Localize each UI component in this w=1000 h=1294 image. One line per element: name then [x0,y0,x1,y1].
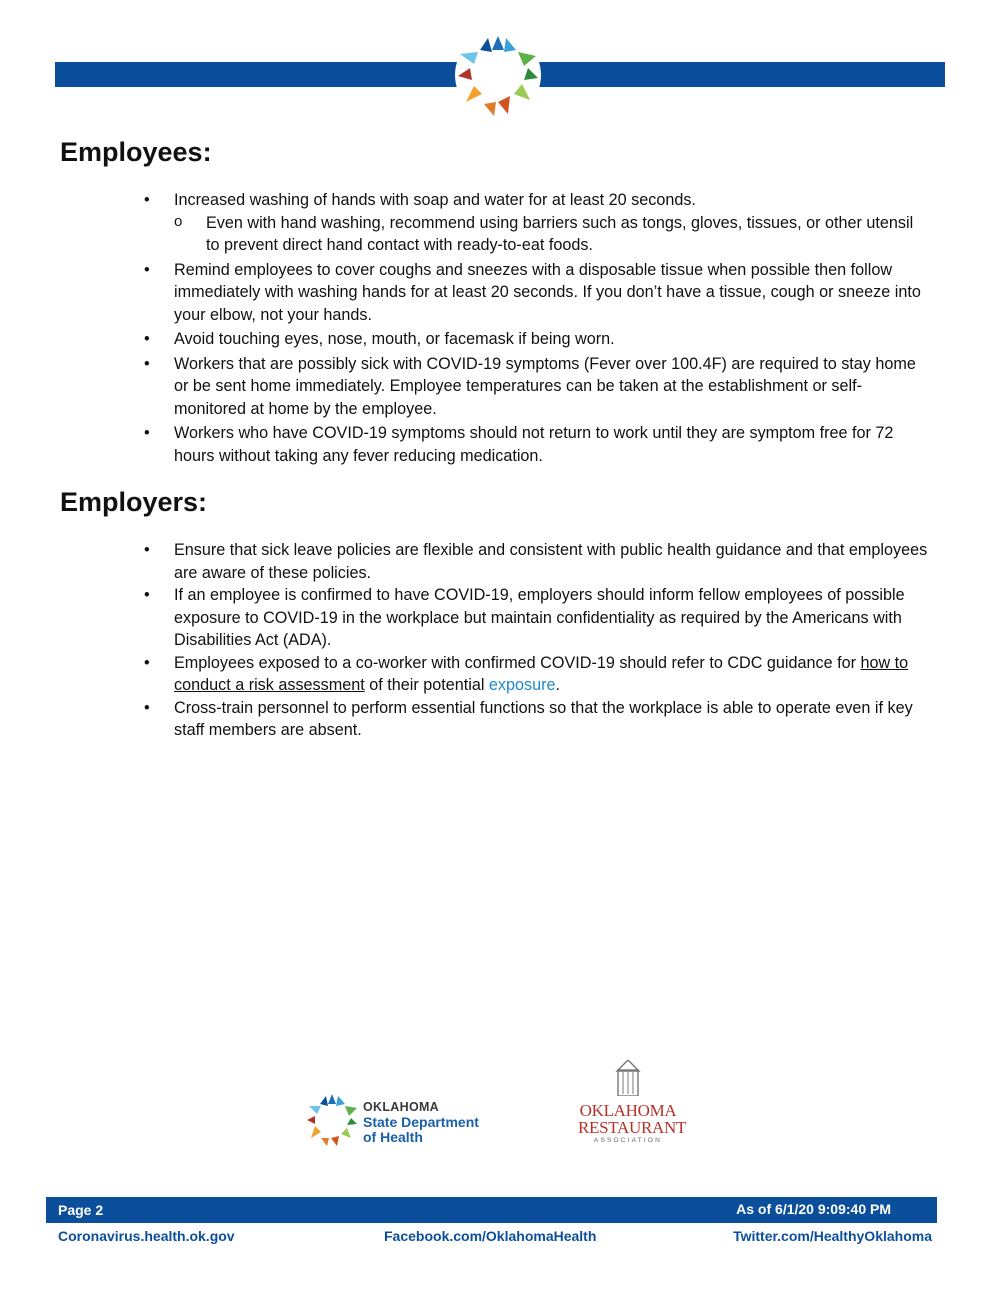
employees-list [140,189,930,469]
employers-list [140,539,930,742]
list-item: • Employees exposed to a co-worker with confirmed COVID-19 should refer to CDC guidance for how to conduct a risk assessment of their potential exposure. [144,653,909,694]
exposure-link[interactable]: exposure [488,676,556,694]
employees-heading: Employees: [60,137,212,167]
ora-logo: OKLAHOMA RESTAURANT ASSOCIATION [578,1060,678,1144]
footer-link-facebook[interactable]: Facebook.com/OklahomaHealth [384,1228,597,1244]
page-number: Page 2 [58,1202,104,1218]
as-of-timestamp: As of 6/1/20 9:09:40 PM [736,1201,891,1217]
list-item: • If an employee is confirmed to have COVID-19, employers should inform fellow employees of possible exposure to COVID-19 in the workplace but maintain confidentiality as required by the Americans with Disabilities Act (ADA). [144,586,905,649]
list-item: • Avoid touching eyes, nose, mouth, or facemask if being worn. [144,330,615,348]
footer-link-twitter[interactable]: Twitter.com/HealthyOklahoma [733,1228,932,1244]
osdh-logo-text: OKLAHOMA State Department of Health [363,1100,479,1145]
risk-assessment-link[interactable]: how to conduct a risk assessment [174,653,909,694]
ok-star-logo-icon [448,30,548,120]
osdh-logo-icon [305,1092,359,1146]
footer-link-coronavirus[interactable]: Coronavirus.health.ok.gov [58,1228,235,1244]
footer-links [58,1228,938,1248]
list-item: • Workers that are possibly sick with COVID-19 symptoms (Fever over 100.4F) are required to stay home or be sent home immediately. Employee temperatures can be taken at the establishment or self-monitored at home by the employee. [144,354,916,418]
partner-logos [300,1060,700,1160]
ora-building-icon [615,1060,641,1096]
employers-heading: Employers: [60,487,208,517]
sub-list-item: o Even with hand washing, recommend using barriers such as tongs, gloves, tissues, or other utensil to prevent direct hand contact with ready-to-eat foods. [174,212,914,254]
footer-bar [46,1197,937,1223]
list-item: • Ensure that sick leave policies are flexible and consistent with public health guidance and that employees are aware of these policies. [144,541,928,582]
list-item: • Workers who have COVID-19 symptoms should not return to work until they are symptom free for 72 hours without taking any fever reducing medication. [144,424,894,465]
list-item: • Increased washing of hands with soap and water for at least 20 seconds. o Even with hand washing, recommend using barriers such as tongs, gloves, tissues, or other utensil to prevent direct hand contact with ready-to-eat foods. [140,189,930,257]
sub-list [174,212,930,257]
list-item: • Cross-train personnel to perform essential functions so that the workplace is able to operate even if key staff members are absent. [144,698,913,739]
list-item: • Remind employees to cover coughs and sneezes with a disposable tissue when possible then follow immediately with washing hands for at least 20 seconds. If you don’t have a tissue, cough or sneeze into your elbow, not your hands. [144,260,921,324]
